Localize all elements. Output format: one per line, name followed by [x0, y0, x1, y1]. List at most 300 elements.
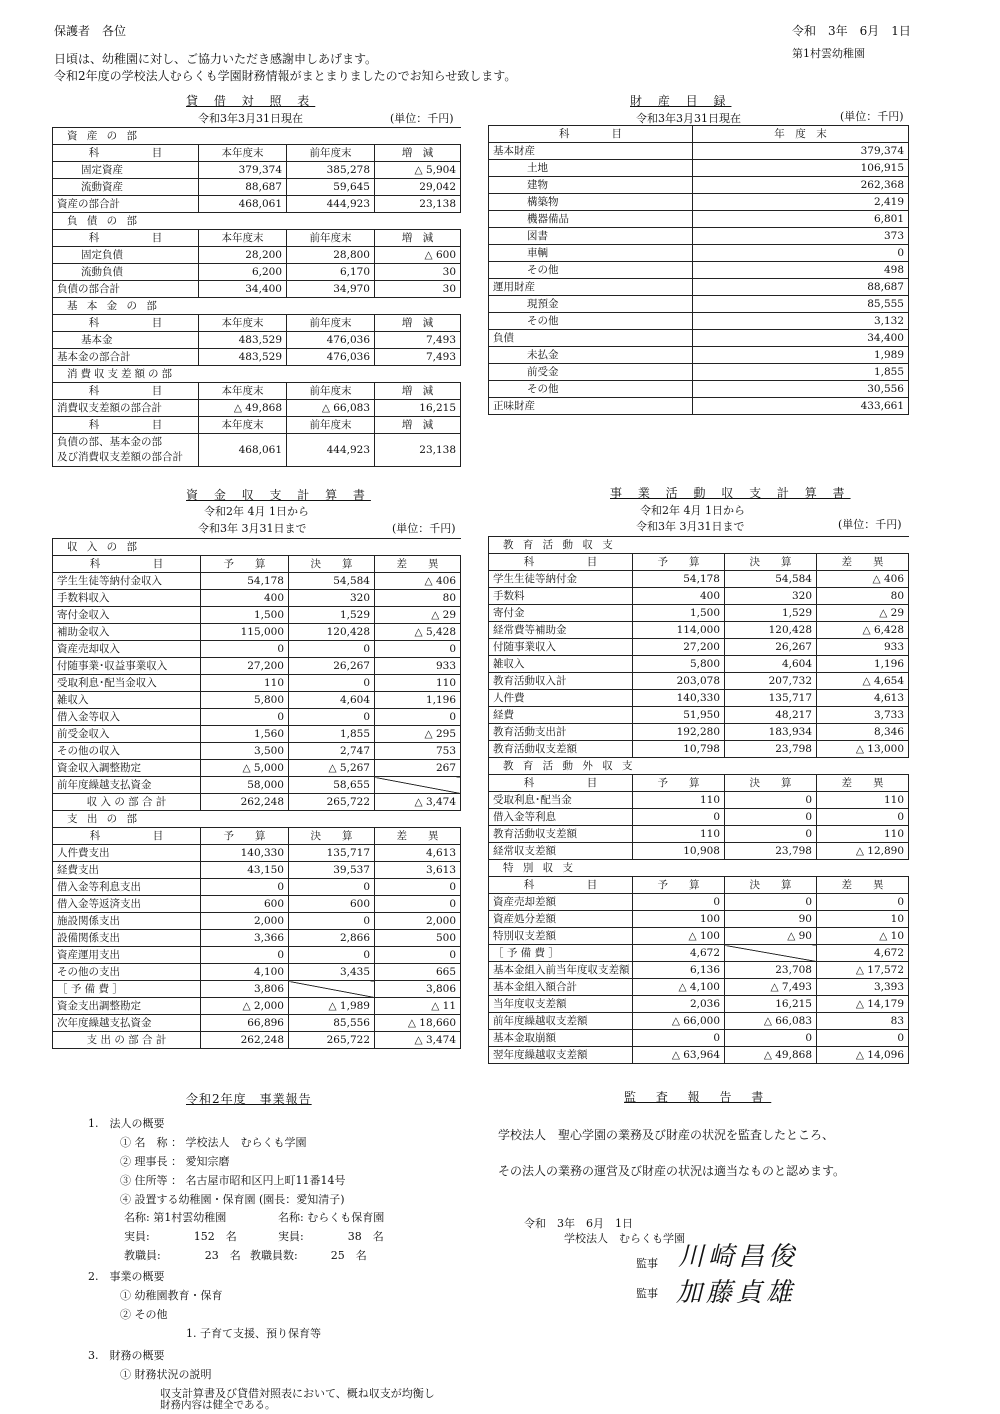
income-header-col-3: 差 異	[375, 556, 461, 573]
expense-row-value: 0	[201, 879, 289, 896]
consumption-total-row-value: △ 66,083	[287, 400, 375, 417]
expense-total-value: 265,722	[289, 1032, 375, 1049]
education-row-value: 192,280	[633, 724, 725, 741]
summary-row	[489, 945, 909, 962]
income-row	[53, 692, 461, 709]
non-education-row-value: 0	[817, 809, 909, 826]
special-row-value: △ 90	[725, 928, 817, 945]
education-row-value: △ 406	[817, 571, 909, 588]
income-row	[53, 573, 461, 590]
income-row-value: 0	[375, 709, 461, 726]
consumption-total-row-value: 16,215	[375, 400, 461, 417]
expense-row-value: 500	[375, 930, 461, 947]
income-row-label: 補助金収入	[53, 624, 201, 641]
expense-row	[53, 845, 461, 862]
summary-row-value: 0	[817, 1030, 909, 1047]
education-row	[489, 588, 909, 605]
income-row-label: 借入金等収入	[53, 709, 201, 726]
cashflow-title: 資 金 収 支 計 算 書	[186, 488, 371, 502]
expense-row-value: 0	[289, 879, 375, 896]
fund-header-col-2: 前年度末	[287, 315, 375, 332]
inventory-label: 機器備品	[489, 211, 693, 228]
education-row-value: 135,717	[725, 690, 817, 707]
balance-sheet-title: 貸 借 対 照 表	[186, 94, 316, 108]
expense-row-value: 4,613	[375, 845, 461, 862]
consumption-total-row-label: 消費収支差額の部合計	[53, 400, 199, 417]
education-row-value: 51,950	[633, 707, 725, 724]
expense-header-col-3: 差 異	[375, 828, 461, 845]
expense-row-label: 人件費支出	[53, 845, 201, 862]
asset-row-value: 88,687	[199, 179, 287, 196]
income-row	[53, 760, 461, 777]
special-row-value: 100	[633, 911, 725, 928]
inventory-row	[489, 228, 909, 245]
income-row-value: 0	[201, 641, 289, 658]
expense-row-value: 2,000	[201, 913, 289, 930]
expense-row-value: 0	[375, 896, 461, 913]
inventory-row	[489, 296, 909, 313]
education-row-value: 203,078	[633, 673, 725, 690]
consumption-section-title-label: 消費収支差額の部	[53, 366, 461, 383]
special-header-col-2: 決 算	[725, 877, 817, 894]
inventory-label: 土地	[489, 160, 693, 177]
non-education-row	[489, 843, 909, 860]
income-row-value: 0	[201, 709, 289, 726]
inventory-value: 2,419	[693, 194, 909, 211]
cashflow-unit: (単位：千円)	[392, 522, 456, 535]
income-row-value: 54,584	[289, 573, 375, 590]
inventory-label: 運用財産	[489, 279, 693, 296]
summary-row-value: 4,672	[633, 945, 725, 962]
greeting-line-2: 令和2年度の学校法人むらくも学園財務情報がまとまりましたのでお知らせ致します。	[54, 69, 517, 83]
non-education-section-title-label: 教 育 活 動 外 収 支	[489, 758, 909, 775]
consumption-total-row	[53, 400, 461, 417]
non-education-row-value: 110	[817, 826, 909, 843]
education-row-value: 4,613	[817, 690, 909, 707]
education-row-value: 10,798	[633, 741, 725, 758]
inventory-unit: (単位：千円)	[840, 110, 904, 123]
non-education-row-label: 受取利息･配当金	[489, 792, 633, 809]
inventory-value: 88,687	[693, 279, 909, 296]
special-section-title	[489, 860, 909, 877]
fund-header-col-1: 本年度末	[199, 315, 287, 332]
income-row	[53, 743, 461, 760]
report-chairman: ② 理事長 ： 愛知宗磨	[120, 1155, 230, 1168]
special-header-col-3: 差 異	[817, 877, 909, 894]
expense-row-value: 43,150	[201, 862, 289, 879]
fund-row-value: 476,036	[287, 332, 375, 349]
liabilities-header-col-2: 前年度末	[287, 230, 375, 247]
summary-row-value: △ 7,493	[725, 979, 817, 996]
expense-row-value: 600	[201, 896, 289, 913]
expense-row-value: 3,366	[201, 930, 289, 947]
expense-row	[53, 998, 461, 1015]
fund-total-row	[53, 349, 461, 366]
report-title: 令和2年度 事業報告	[186, 1092, 312, 1106]
liabilities-header-col-3: 増 減	[375, 230, 461, 247]
inventory-asof: 令和3年3月31日現在	[636, 112, 741, 125]
inventory-label: その他	[489, 381, 693, 398]
summary-row-value: △ 66,000	[633, 1013, 725, 1030]
income-header-col-0: 科 目	[53, 556, 201, 573]
education-section-title-label: 教 育 活 動 収 支	[489, 537, 909, 554]
summary-row-value: △ 49,868	[725, 1047, 817, 1064]
asset-row-value: 379,374	[199, 162, 287, 179]
income-row-value: 5,800	[201, 692, 289, 709]
inventory-row	[489, 381, 909, 398]
inventory-label: 現預金	[489, 296, 693, 313]
education-row-value: 5,800	[633, 656, 725, 673]
grand-total-label-line-2: 及び消費収支差額の部合計	[57, 451, 183, 463]
education-row-value: 3,733	[817, 707, 909, 724]
audit-date: 令和 3年 6月 1日	[524, 1217, 633, 1230]
inventory-label: 車輌	[489, 245, 693, 262]
assets-total-row-value: 23,138	[375, 196, 461, 213]
report-corp-name: ① 名 称 ： 学校法人 むらくも学園	[120, 1136, 307, 1149]
fund-total-row-value: 476,036	[287, 349, 375, 366]
fund-row-value: 483,529	[199, 332, 287, 349]
income-row-value: 3,500	[201, 743, 289, 760]
cashflow-table	[52, 538, 461, 1049]
education-row-value: 23,798	[725, 741, 817, 758]
non-education-row-value: 0	[725, 809, 817, 826]
operations-table	[488, 536, 909, 1064]
auditor-2-role: 監事	[636, 1287, 658, 1300]
expense-row	[53, 947, 461, 964]
income-row	[53, 607, 461, 624]
inventory-row	[489, 279, 909, 296]
summary-row-value: 0	[725, 1030, 817, 1047]
education-row	[489, 690, 909, 707]
summary-row-value: 4,672	[817, 945, 909, 962]
summary-row-label: 基本金組入額合計	[489, 979, 633, 996]
inventory-value: 85,555	[693, 296, 909, 313]
inventory-header-col-1: 年 度 末	[693, 126, 909, 143]
expense-row	[53, 913, 461, 930]
liabilities-header-col-1: 本年度末	[199, 230, 287, 247]
education-row-value: 1,196	[817, 656, 909, 673]
summary-row-label: 前年度繰越収支差額	[489, 1013, 633, 1030]
liabilities-header-col-0: 科 目	[53, 230, 199, 247]
non-education-header-col-0: 科 目	[489, 775, 633, 792]
inventory-label: その他	[489, 262, 693, 279]
inventory-value: 262,368	[693, 177, 909, 194]
report-financial-text-1: 収支計算書及び貸借対照表において、概ね収支が均衡し	[160, 1387, 435, 1400]
expense-row-value: 0	[201, 947, 289, 964]
inventory-label: 前受金	[489, 364, 693, 381]
education-row-value: 207,732	[725, 673, 817, 690]
expense-row-value: 3,435	[289, 964, 375, 981]
education-row-value: 4,604	[725, 656, 817, 673]
summary-row-value: 3,393	[817, 979, 909, 996]
inventory-value: 0	[693, 245, 909, 262]
assets-section-title-label: 資 産 の 部	[53, 128, 461, 145]
inventory-label: 図書	[489, 228, 693, 245]
asset-row-label: 固定資産	[53, 162, 199, 179]
expense-row-label: その他の支出	[53, 964, 201, 981]
liabilities-section-title-label: 負 債 の 部	[53, 213, 461, 230]
assets-total-row-value: 468,061	[199, 196, 287, 213]
fund-header	[53, 315, 461, 332]
expense-header	[53, 828, 461, 845]
income-header-col-2: 決 算	[289, 556, 375, 573]
education-row-label: 手数料	[489, 588, 633, 605]
expense-row-value: △ 18,660	[375, 1015, 461, 1032]
education-row-label: 教育活動収支差額	[489, 741, 633, 758]
income-row-value: 80	[375, 590, 461, 607]
education-header-col-0: 科 目	[489, 554, 633, 571]
expense-row-value: 2,866	[289, 930, 375, 947]
balance-sheet-asof: 令和3年3月31日現在	[198, 112, 303, 125]
grand-header-col-3: 増 減	[375, 417, 461, 434]
fund-section-title-label: 基 本 金 の 部	[53, 298, 461, 315]
summary-row-value: 83	[817, 1013, 909, 1030]
inventory-row	[489, 313, 909, 330]
non-education-row-value: 0	[725, 826, 817, 843]
education-row-value: 183,934	[725, 724, 817, 741]
asset-row-value: 385,278	[287, 162, 375, 179]
summary-row-value: 2,036	[633, 996, 725, 1013]
summary-row	[489, 1030, 909, 1047]
expense-row	[53, 930, 461, 947]
income-row	[53, 590, 461, 607]
audit-corp: 学校法人 むらくも学園	[564, 1232, 685, 1245]
liability-row	[53, 247, 461, 264]
income-row-value: 2,747	[289, 743, 375, 760]
grand-total-value: 468,061	[199, 434, 287, 467]
income-header-col-1: 予 算	[201, 556, 289, 573]
expense-row-value: 135,717	[289, 845, 375, 862]
special-header	[489, 877, 909, 894]
summary-row-value: 23,708	[725, 962, 817, 979]
expense-row	[53, 862, 461, 879]
cashflow-to: 令和3年 3月31日まで	[198, 522, 307, 535]
income-row-value: 753	[375, 743, 461, 760]
summary-row-value	[725, 945, 817, 962]
summary-row-label: ［ 予 備 費 ］	[489, 945, 633, 962]
income-row-label: 手数料収入	[53, 590, 201, 607]
report-address: ③ 住所等 ： 名古屋市昭和区円上町11番14号	[120, 1174, 346, 1187]
income-row-value: 115,000	[201, 624, 289, 641]
income-row-value: △ 29	[375, 607, 461, 624]
grand-header-col-2: 前年度末	[287, 417, 375, 434]
inventory-value: 1,989	[693, 347, 909, 364]
summary-row	[489, 1047, 909, 1064]
report-facilities: ④ 設置する幼稚園・保育園 (園長：愛知清子)	[120, 1193, 345, 1206]
report-education: ① 幼稚園教育・保育	[120, 1289, 223, 1302]
special-header-col-0: 科 目	[489, 877, 633, 894]
expense-row-value: △ 1,989	[289, 998, 375, 1015]
fund-total-row-value: 7,493	[375, 349, 461, 366]
education-row-value: 27,200	[633, 639, 725, 656]
fund-row	[53, 332, 461, 349]
balance-sheet-unit: (単位：千円)	[390, 112, 454, 125]
income-row-value: 0	[375, 641, 461, 658]
non-education-row	[489, 792, 909, 809]
grand-total-value: 23,138	[375, 434, 461, 467]
expense-header-col-2: 決 算	[289, 828, 375, 845]
education-row	[489, 656, 909, 673]
operations-unit: (単位：千円)	[838, 518, 902, 531]
summary-row-value: △ 17,572	[817, 962, 909, 979]
expense-header-col-1: 予 算	[201, 828, 289, 845]
fund-header-col-0: 科 目	[53, 315, 199, 332]
inventory-row	[489, 245, 909, 262]
expense-row-label: ［ 予 備 費 ］	[53, 981, 201, 998]
income-row-value: 0	[289, 641, 375, 658]
education-row-value: 114,000	[633, 622, 725, 639]
expense-total-value: △ 3,474	[375, 1032, 461, 1049]
fund-section-title	[53, 298, 461, 315]
expense-row-value: 665	[375, 964, 461, 981]
liabilities-section-title	[53, 213, 461, 230]
report-other: ② その他	[120, 1308, 168, 1321]
expense-total-label: 支 出 の 部 合 計	[53, 1032, 201, 1049]
inventory-row	[489, 330, 909, 347]
assets-total-row	[53, 196, 461, 213]
income-total-row	[53, 794, 461, 811]
non-education-row-value: △ 12,890	[817, 843, 909, 860]
auditor-2-signature: 加藤貞雄	[676, 1278, 797, 1308]
income-total-label: 収 入 の 部 合 計	[53, 794, 201, 811]
income-row-value: △ 5,000	[201, 760, 289, 777]
special-row-label: 特別収支差額	[489, 928, 633, 945]
summary-row-value: △ 14,179	[817, 996, 909, 1013]
grand-header-col-1: 本年度末	[199, 417, 287, 434]
inventory-value: 379,374	[693, 143, 909, 160]
income-row-value: 58,655	[289, 777, 375, 794]
income-row-value: 1,855	[289, 726, 375, 743]
summary-row	[489, 1013, 909, 1030]
income-row-value: 110	[375, 675, 461, 692]
special-row-value: 90	[725, 911, 817, 928]
income-header	[53, 556, 461, 573]
education-row-label: 教育活動支出計	[489, 724, 633, 741]
inventory-row	[489, 194, 909, 211]
education-row-value: △ 4,654	[817, 673, 909, 690]
income-row-label: 資金収入調整勘定	[53, 760, 201, 777]
income-row	[53, 709, 461, 726]
summary-row-value: 16,215	[725, 996, 817, 1013]
cashflow-from: 令和2年 4月 1日から	[204, 505, 309, 518]
education-row	[489, 673, 909, 690]
kindergarten-students: 実員: 152 名	[124, 1230, 237, 1243]
inventory-row	[489, 262, 909, 279]
expense-row	[53, 879, 461, 896]
education-row-value: 400	[633, 588, 725, 605]
expense-row-value: 0	[375, 879, 461, 896]
education-row-value: 1,500	[633, 605, 725, 622]
inventory-row	[489, 347, 909, 364]
inventory-label: 未払金	[489, 347, 693, 364]
fund-row-value: 7,493	[375, 332, 461, 349]
income-row-label: 学生生徒等納付金収入	[53, 573, 201, 590]
kindergarten-staff: 教職員: 23 名	[124, 1249, 241, 1262]
non-education-row	[489, 809, 909, 826]
special-row	[489, 928, 909, 945]
expense-row-label: 設備関係支出	[53, 930, 201, 947]
inventory-row	[489, 398, 909, 415]
school-name: 第1村雲幼稚園	[792, 47, 865, 60]
fund-header-col-3: 増 減	[375, 315, 461, 332]
education-row-label: 人件費	[489, 690, 633, 707]
report-section-3: 3. 財務の概要	[88, 1349, 165, 1362]
income-row-label: 資産売却収入	[53, 641, 201, 658]
income-row-value: △ 5,267	[289, 760, 375, 777]
inventory-row	[489, 177, 909, 194]
education-row-label: 寄付金	[489, 605, 633, 622]
income-row	[53, 624, 461, 641]
income-row-value: 110	[201, 675, 289, 692]
income-row-value: 120,428	[289, 624, 375, 641]
consumption-total-row-value: △ 49,868	[199, 400, 287, 417]
income-section-title-label: 収 入 の 部	[53, 539, 461, 556]
education-row	[489, 622, 909, 639]
income-row-value: 400	[201, 590, 289, 607]
summary-row-label: 当年度収支差額	[489, 996, 633, 1013]
income-row-label: 前受金収入	[53, 726, 201, 743]
income-row-value: 933	[375, 658, 461, 675]
expense-row-label: 資金支出調整勘定	[53, 998, 201, 1015]
education-header-col-2: 決 算	[725, 554, 817, 571]
income-row-label: 前年度繰越支払資金	[53, 777, 201, 794]
grand-total-label	[53, 434, 199, 467]
liabilities-total-row	[53, 281, 461, 298]
inventory-value: 433,661	[693, 398, 909, 415]
expense-section-title	[53, 811, 461, 828]
education-row-value: 140,330	[633, 690, 725, 707]
fund-total-row-value: 483,529	[199, 349, 287, 366]
expense-row-value: 2,000	[375, 913, 461, 930]
non-education-row-label: 経常収支差額	[489, 843, 633, 860]
income-row	[53, 777, 461, 794]
summary-row	[489, 962, 909, 979]
report-section-1: 1. 法人の概要	[88, 1117, 165, 1130]
consumption-header-col-0: 科 目	[53, 383, 199, 400]
expense-row-value: 39,537	[289, 862, 375, 879]
report-childcare-support: 1. 子育て支援、預り保育等	[186, 1327, 321, 1340]
education-row	[489, 605, 909, 622]
inventory-header-col-0: 科 目	[489, 126, 693, 143]
income-row-label: 付随事業･収益事業収入	[53, 658, 201, 675]
expense-row	[53, 964, 461, 981]
income-row-value: 320	[289, 590, 375, 607]
consumption-header	[53, 383, 461, 400]
education-row	[489, 741, 909, 758]
asset-row-value: 59,645	[287, 179, 375, 196]
assets-section-title	[53, 128, 461, 145]
audit-paragraph-2: その法人の業務の運営及び財産の状況は適当なものと認めます。	[498, 1164, 846, 1178]
asset-row-value: 29,042	[375, 179, 461, 196]
income-row-value	[375, 777, 461, 794]
income-row-label: 雑収入	[53, 692, 201, 709]
consumption-header-col-2: 前年度末	[287, 383, 375, 400]
expense-row-value: 3,806	[375, 981, 461, 998]
education-row-value: △ 29	[817, 605, 909, 622]
income-row-value: 1,529	[289, 607, 375, 624]
non-education-row-value: 23,798	[725, 843, 817, 860]
expense-row-value: 140,330	[201, 845, 289, 862]
inventory-label: 負債	[489, 330, 693, 347]
expense-row-value	[289, 981, 375, 998]
expense-row-value: 0	[375, 947, 461, 964]
income-total-value: △ 3,474	[375, 794, 461, 811]
addressee: 保護者 各位	[54, 24, 127, 38]
education-row-label: 付随事業収入	[489, 639, 633, 656]
inventory-label: 正味財産	[489, 398, 693, 415]
income-row-value: 1,500	[201, 607, 289, 624]
income-row-value: 1,560	[201, 726, 289, 743]
